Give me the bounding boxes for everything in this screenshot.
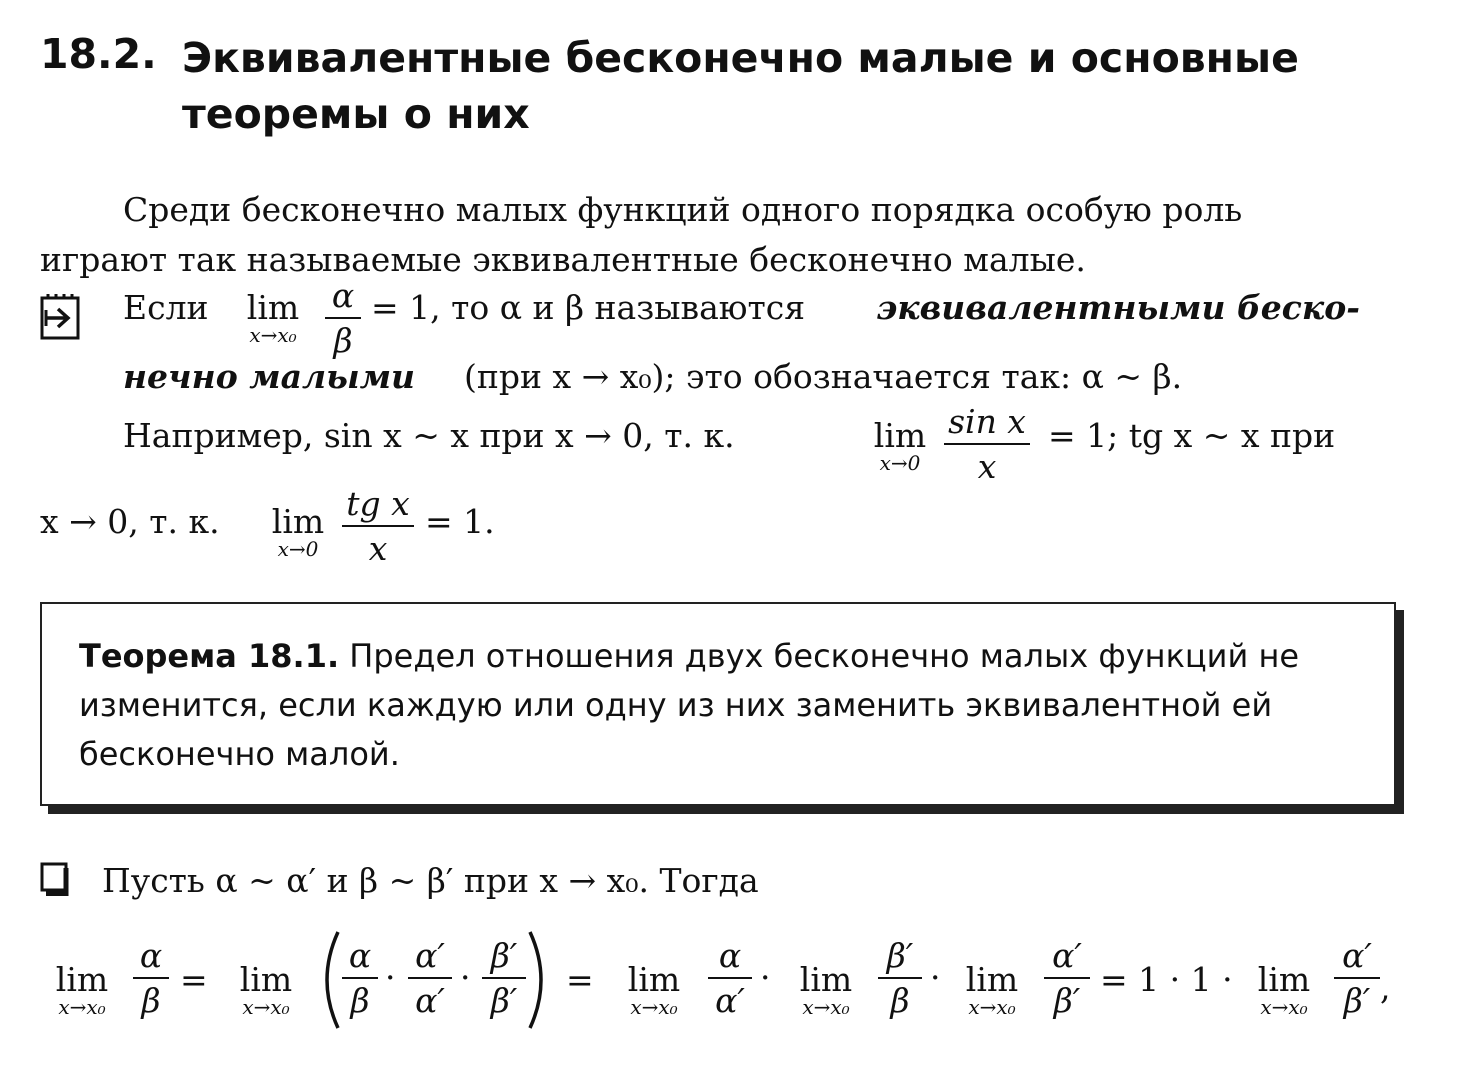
right-paren <box>524 928 556 1032</box>
lim-word: lim <box>55 960 109 999</box>
fraction-denominator: α′ <box>715 981 745 1020</box>
definition-rest: (при x → x₀); это обозначается так: α ~ β. <box>464 357 1183 396</box>
fraction-numerator: α <box>139 936 163 975</box>
proof-fraction-2 <box>342 936 378 1020</box>
fraction-denominator: α′ <box>415 981 445 1020</box>
proof-fraction-1 <box>133 936 169 1020</box>
proof-limit-4 <box>780 960 872 1019</box>
fraction-bar <box>1044 977 1090 979</box>
fraction-bar <box>342 525 414 527</box>
proof-fraction-6 <box>878 936 922 1020</box>
proof-dot-4: · <box>930 958 941 997</box>
fraction-bar <box>878 977 922 979</box>
lim-subscript: x→x₀ <box>249 323 297 347</box>
intro-line-1: Среди бесконечно малых функций одного порядка особую роль <box>123 190 1243 229</box>
example-limit-1 <box>862 416 938 475</box>
proof-dot-1: · <box>385 958 396 997</box>
section-number: 18.2. <box>40 30 157 78</box>
fraction-bar <box>408 977 452 979</box>
example-part-3: x → 0, т. к. <box>40 502 220 541</box>
lim-subscript: x→x₀ <box>802 995 850 1019</box>
lim-subscript: x→x₀ <box>630 995 678 1019</box>
lim-subscript: x→0 <box>879 451 921 475</box>
fraction-numerator: α <box>718 936 742 975</box>
lim-subscript: x→x₀ <box>968 995 1016 1019</box>
proof-dot-2: · <box>460 958 471 997</box>
example-part-1: Например, sin x ~ x при x → 0, т. к. <box>123 416 735 455</box>
lim-word: lim <box>965 960 1019 999</box>
proof-line: Пусть α ~ α′ и β ~ β′ при x → x₀. Тогда <box>102 861 759 900</box>
fraction-numerator: α′ <box>1052 936 1082 975</box>
example-fraction-2 <box>342 484 414 568</box>
proof-fraction-4 <box>482 936 526 1020</box>
lim-word: lim <box>1257 960 1311 999</box>
proof-limit-5 <box>946 960 1038 1019</box>
example-part-4: = 1. <box>425 502 495 541</box>
fraction-denominator: β <box>141 981 161 1020</box>
lim-subscript: x→0 <box>277 537 319 561</box>
lim-subscript: x→x₀ <box>58 995 106 1019</box>
fraction-denominator: β′ <box>1343 981 1371 1020</box>
intro-line-2: играют так называемые эквивалентные бесконечно малые. <box>40 240 1086 279</box>
theorem-box <box>40 602 1396 806</box>
lim-word: lim <box>239 960 293 999</box>
lim-word: lim <box>873 416 927 455</box>
fraction-bar <box>133 977 169 979</box>
fraction-bar <box>944 443 1030 445</box>
definition-fraction <box>325 276 361 360</box>
fraction-numerator: α′ <box>1342 936 1372 975</box>
proof-limit-2 <box>220 960 312 1019</box>
fraction-numerator: β′ <box>490 936 518 975</box>
proof-eq-1: = <box>180 960 208 999</box>
fraction-bar <box>482 977 526 979</box>
proof-fraction-3 <box>408 936 452 1020</box>
lim-word: lim <box>799 960 853 999</box>
fraction-denominator: β′ <box>490 981 518 1020</box>
section-title: Эквивалентные бесконечно малые и основные теоремы о них <box>182 34 1299 138</box>
proof-limit-1 <box>36 960 128 1019</box>
fraction-numerator: sin x <box>948 402 1026 441</box>
fraction-denominator: β′ <box>1053 981 1081 1020</box>
definition-eq: = 1, то α и β называются <box>371 288 806 327</box>
definition-limit <box>228 288 318 347</box>
fraction-bar <box>1334 977 1380 979</box>
fraction-bar <box>325 317 361 319</box>
fraction-bar <box>708 977 752 979</box>
proof-limit-6 <box>1238 960 1330 1019</box>
lim-subscript: x→x₀ <box>242 995 290 1019</box>
proof-eq-2: = <box>566 960 594 999</box>
definition-arrow-icon <box>40 292 80 340</box>
fraction-denominator: β <box>333 321 353 360</box>
proof-limit-3 <box>608 960 700 1019</box>
theorem-text <box>79 632 1369 779</box>
left-paren <box>312 928 344 1032</box>
example-limit-2 <box>260 502 336 561</box>
lim-word: lim <box>271 502 325 541</box>
lim-word: lim <box>246 288 300 327</box>
example-fraction-1 <box>944 402 1030 486</box>
lim-subscript: x→x₀ <box>1260 995 1308 1019</box>
definition-term-2: нечно малыми <box>123 357 416 396</box>
fraction-numerator: α <box>348 936 372 975</box>
proof-fraction-8 <box>1334 936 1380 1020</box>
fraction-numerator: α <box>331 276 355 315</box>
fraction-numerator: β′ <box>886 936 914 975</box>
fraction-denominator: x <box>977 447 997 486</box>
proof-comma: , <box>1380 968 1391 1007</box>
example-part-2: = 1; tg x ~ x при <box>1048 416 1336 455</box>
definition-term-1: эквивалентными беско- <box>876 288 1360 327</box>
proof-dot-3: · <box>760 958 771 997</box>
definition-if: Если <box>123 288 209 327</box>
theorem-statement: Предел отношения двух бесконечно малых функций не изменится, если каждую или одну из них заменить эквивалентной ей бесконечно малой. <box>79 637 1300 773</box>
proof-start-icon <box>40 862 72 896</box>
proof-ones: = 1 · 1 · <box>1100 960 1233 999</box>
theorem-label: Теорема 18.1. <box>79 637 340 675</box>
fraction-bar <box>342 977 378 979</box>
lim-word: lim <box>627 960 681 999</box>
fraction-denominator: β <box>890 981 910 1020</box>
proof-fraction-5 <box>708 936 752 1020</box>
fraction-numerator: tg x <box>346 484 410 523</box>
fraction-numerator: α′ <box>415 936 445 975</box>
fraction-denominator: β <box>350 981 370 1020</box>
proof-fraction-7 <box>1044 936 1090 1020</box>
fraction-denominator: x <box>368 529 388 568</box>
